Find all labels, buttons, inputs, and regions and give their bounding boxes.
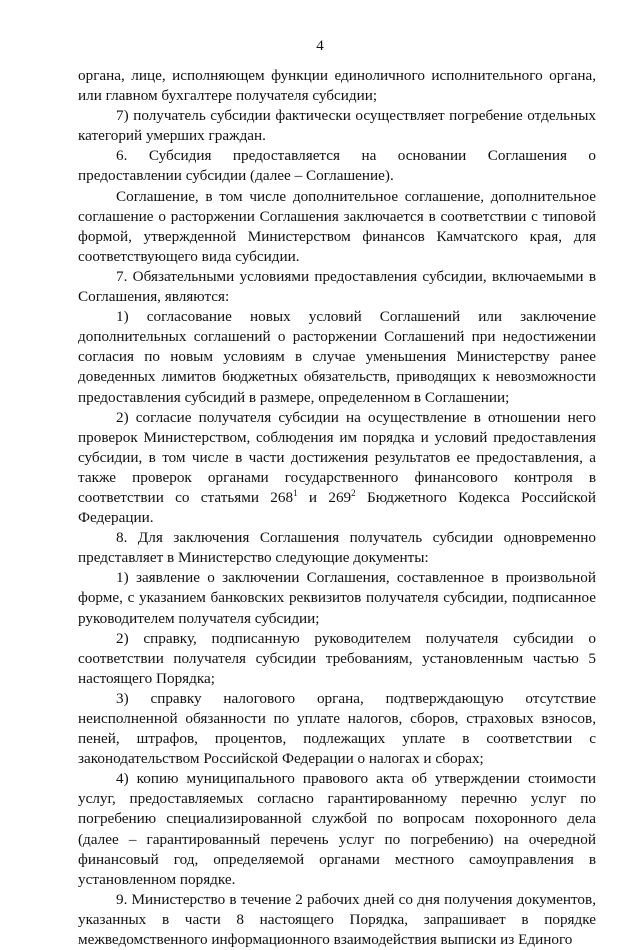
paragraph xyxy=(78,267,596,307)
footnote-superscript: 1 xyxy=(293,487,298,498)
footnote-superscript: 2 xyxy=(351,487,356,498)
paragraph xyxy=(78,307,596,407)
paragraph-text: 4) копию муниципального правового акта об утверждении стоимости услуг, предоставляемых согласно гарантированному перечню услуг по погребению специализированной службой по вопросам похоронного дела (далее – гарантированный перечень услуг по погребению) на очередной финансовый год, определяемой органами местного самоуправления в установленном порядке. xyxy=(78,770,596,888)
paragraph xyxy=(78,187,596,267)
paragraph-text: и 269 xyxy=(297,488,352,506)
paragraph-text: 7. Обязательными условиями предоставления субсидии, включаемыми в Соглашения, являются: xyxy=(78,267,596,306)
paragraph-text: органа, лице, исполняющем функции единоличного исполнительного органа, или главном бухгалтере получателя субсидии; xyxy=(78,67,596,105)
paragraph-text: 1) согласование новых условий Соглашений или заключение дополнительных соглашений о расторжении Соглашений при недостижении согласия по новым условиям в случае уменьшения Министерству ранее доведенных лимитов бюджетных обязательств, приводящих к невозможности предоставления субсидий в размере, определенном в Соглашении; xyxy=(78,308,596,406)
paragraph-text: 1) заявление о заключении Соглашения, составленное в произвольной форме, с указанием банковских реквизитов получателя субсидии, подписанное руководителем получателя субсидии; xyxy=(78,569,596,627)
paragraph xyxy=(78,890,596,950)
paragraph xyxy=(78,689,596,769)
paragraph xyxy=(78,629,596,689)
paragraph xyxy=(78,769,596,890)
document-body xyxy=(78,66,596,950)
paragraph-text: 2) согласие получателя субсидии на осуществление в отношении него проверок Министерством, соблюдения им порядка и условий предоставления субсидии, в том числе в части достижения результатов ее предоставления, а также проверок органами государственного финансового контроля в соответствии со статьями 268 xyxy=(78,408,596,506)
paragraph-text: 8. Для заключения Соглашения получатель субсидии одновременно представляет в Министерство следующие документы: xyxy=(78,529,596,567)
paragraph xyxy=(78,66,596,106)
paragraph-text: 9. Министерство в течение 2 рабочих дней со дня получения документов, указанных в части 8 настоящего Порядка, запрашивает в порядке межведомственного информационного взаимодействия выписки из Единого xyxy=(78,890,596,949)
paragraph-text: Соглашение, в том числе дополнительное соглашение, дополнительное соглашение о расторжении Соглашения заключается в соответствии с типовой формой, утвержденной Министерством финансов Камчатского края, для соответствующего вида субсидии. xyxy=(78,187,596,265)
page-number: 4 xyxy=(316,38,324,54)
paragraph xyxy=(78,528,596,568)
paragraph xyxy=(78,408,596,529)
paragraph-text: 6. Субсидия предоставляется на основании Соглашения о предоставлении субсидии (далее – Соглашение). xyxy=(78,147,596,185)
paragraph xyxy=(78,568,596,628)
paragraph-text: 7) получатель субсидии фактически осуществляет погребение отдельных категорий умерших граждан. xyxy=(78,107,596,145)
paragraph-text: 3) справку налогового органа, подтверждающую отсутствие неисполненной обязанности по уплате налогов, сборов, страховых взносов, пеней, штрафов, процентов, подлежащих уплате в соответствии с законодательством Российской Федерации о налогах и сборах; xyxy=(78,689,596,768)
paragraph-text: Бюджетного Кодекса Российской Федерации. xyxy=(78,488,596,527)
paragraph xyxy=(78,146,596,186)
paragraph xyxy=(78,106,596,146)
paragraph-text: 2) справку, подписанную руководителем получателя субсидии о соответствии получателя субсидии требованиям, установленным частью 5 настоящего Порядка; xyxy=(78,629,596,687)
